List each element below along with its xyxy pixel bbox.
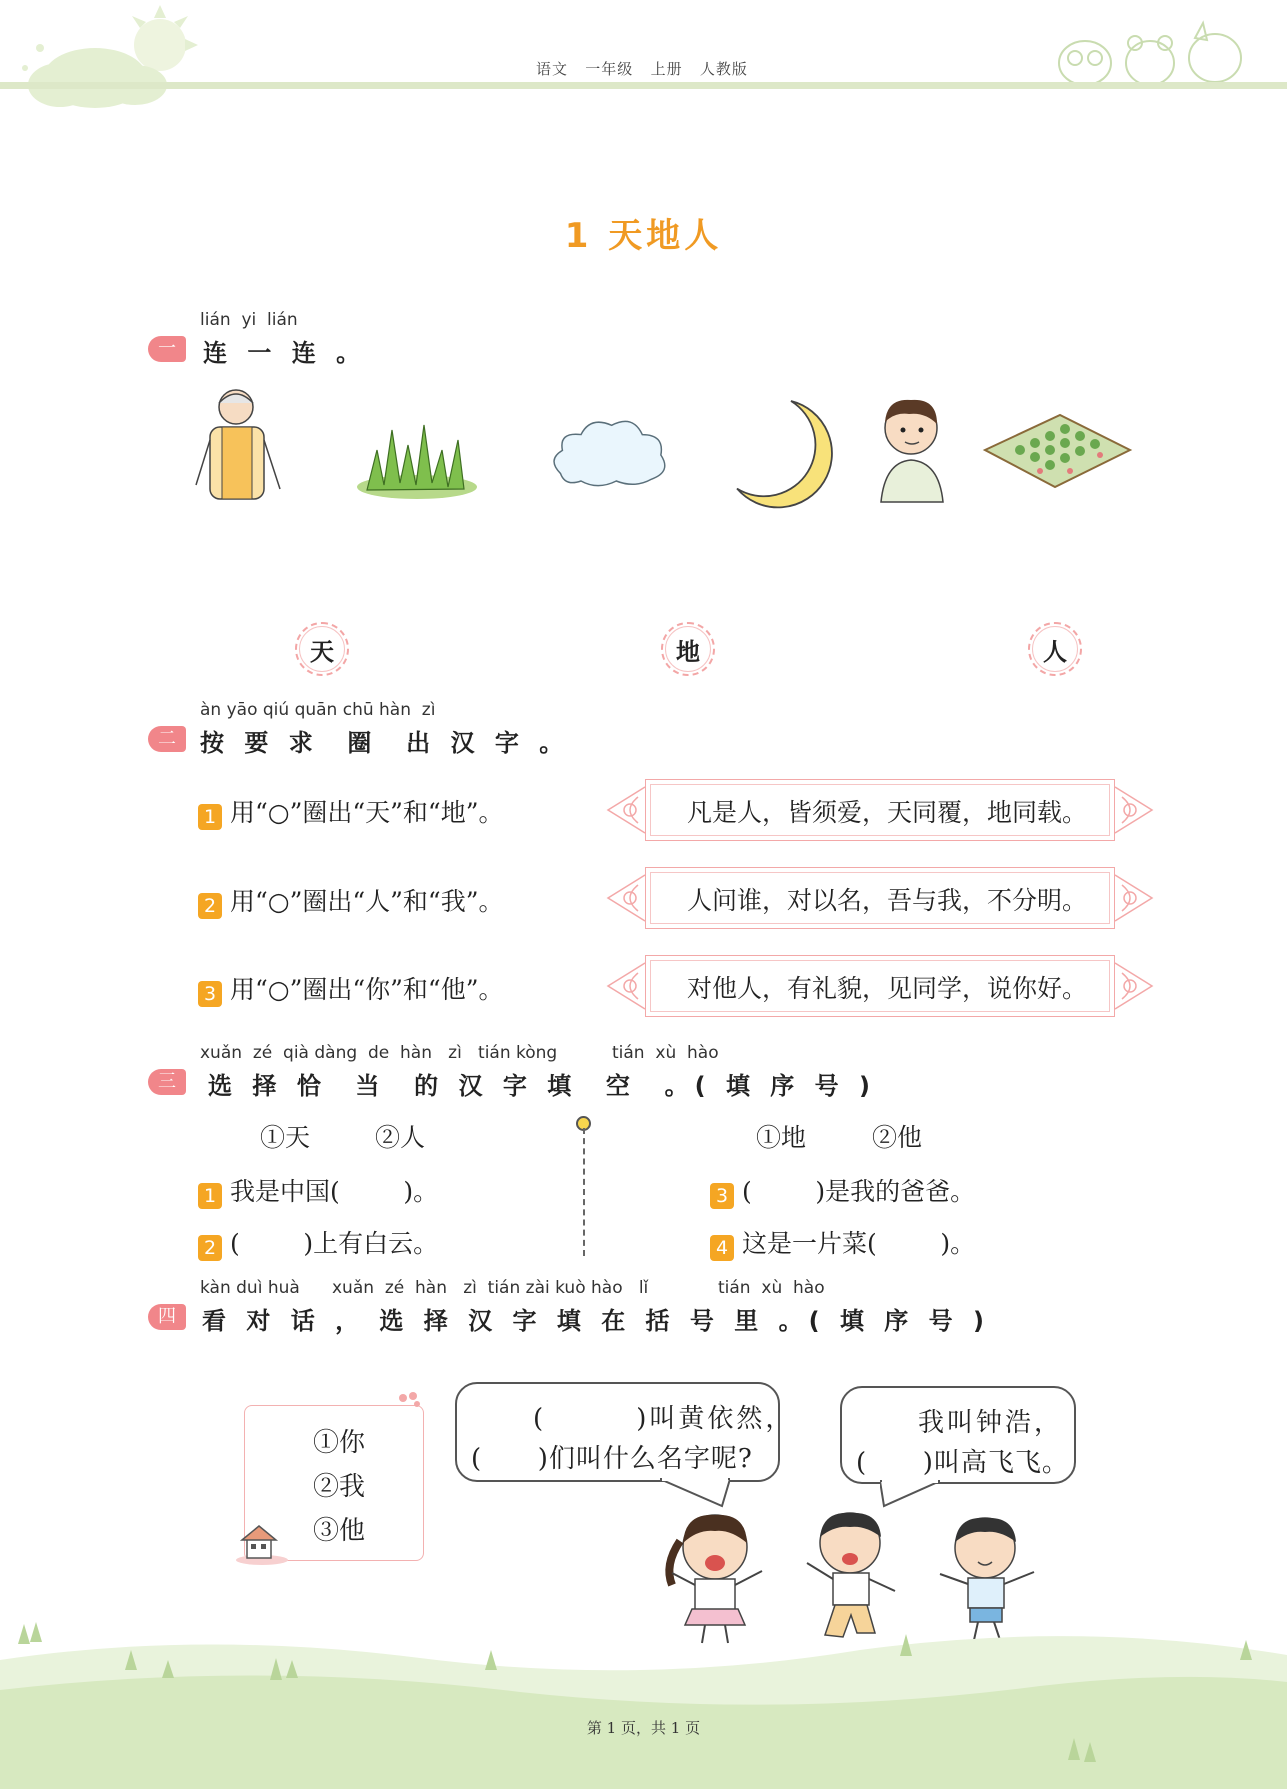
grandpa-image bbox=[188, 385, 318, 505]
sun-cloud-decoration bbox=[0, 0, 210, 115]
char-di[interactable]: 地 bbox=[661, 622, 715, 676]
verse-scroll-1 bbox=[600, 779, 1160, 841]
farmland-image bbox=[980, 395, 1135, 505]
char-tian[interactable]: 天 bbox=[295, 622, 349, 676]
section3-item-2 bbox=[198, 1224, 438, 1261]
item-number-badge: 2 bbox=[198, 1235, 222, 1261]
section3-title: 选 择 恰 当 的 汉 字 填 空 。( 填 序 号 ) bbox=[208, 1072, 876, 1100]
bubble-tail-left bbox=[660, 1478, 730, 1508]
fill-blank-text[interactable]: 这是一片菜( )。 bbox=[742, 1229, 976, 1258]
grass-image bbox=[352, 395, 482, 515]
verse-text[interactable]: 人问谁，对以名，吾与我，不分明。 bbox=[686, 886, 1087, 915]
section2-item-2 bbox=[198, 882, 504, 919]
item-instruction: 用“○”圈出“你”和“他”。 bbox=[230, 975, 504, 1004]
section3-badge: 三 bbox=[148, 1069, 186, 1095]
option-ni: ①你 bbox=[313, 1428, 366, 1458]
cloud-image bbox=[542, 395, 672, 515]
fill-blank-text[interactable]: ( )是我的爸爸。 bbox=[742, 1177, 976, 1206]
section4-pinyin-3: tián xù hào bbox=[718, 1278, 825, 1298]
header-text: 语文 一年级 上册 人教版 bbox=[536, 60, 748, 78]
section1-title: 连 一 连 。 bbox=[203, 339, 367, 367]
item-instruction: 用“○”圈出“人”和“我”。 bbox=[230, 887, 504, 916]
section3-item-1 bbox=[198, 1172, 438, 1209]
option-ta: ②他 bbox=[872, 1123, 923, 1152]
item-number-badge: 1 bbox=[198, 804, 222, 830]
section4-pinyin: kàn duì huà bbox=[200, 1278, 300, 1298]
bubble-line-1[interactable]: ( )叫黄依然， bbox=[533, 1404, 795, 1434]
section2-item-3 bbox=[198, 970, 504, 1007]
boy-image bbox=[852, 390, 982, 510]
header-line bbox=[0, 82, 1287, 89]
bubble-line-1: 我叫钟浩， bbox=[918, 1408, 1064, 1438]
section4-title: 看 对 话 ， 选 择 汉 字 填 在 括 号 里 。( 填 序 号 ) bbox=[202, 1307, 990, 1335]
section3-pinyin: xuǎn zé qià dàng de hàn zì tián kòng bbox=[200, 1043, 558, 1063]
verse-text[interactable]: 凡是人，皆须爱，天同覆，地同载。 bbox=[686, 798, 1087, 827]
section3-item-4 bbox=[710, 1224, 975, 1261]
bubble-line-2[interactable]: ( )们叫什么名字呢? bbox=[471, 1444, 753, 1474]
landscape-background bbox=[0, 1620, 1287, 1789]
section2-pinyin: àn yāo qiú quān chū hàn zì bbox=[200, 700, 436, 720]
section1-badge: 一 bbox=[148, 336, 186, 362]
option-wo: ②我 bbox=[313, 1472, 366, 1502]
animals-decoration bbox=[1055, 18, 1255, 88]
fill-blank-text[interactable]: ( )上有白云。 bbox=[230, 1229, 439, 1258]
fill-blank-text[interactable]: 我是中国( )。 bbox=[230, 1177, 439, 1206]
section4-badge: 四 bbox=[148, 1304, 186, 1330]
item-instruction: 用“○”圈出“天”和“地”。 bbox=[230, 798, 504, 827]
option-di: ①地 bbox=[756, 1123, 807, 1152]
section4-pinyin-2: xuǎn zé hàn zì tián zài kuò hào lǐ bbox=[332, 1278, 649, 1298]
page-footer: 第 1 页，共 1 页 bbox=[586, 1719, 701, 1737]
option-ren: ②人 bbox=[375, 1123, 426, 1152]
lesson-title: 1 天地人 bbox=[564, 216, 723, 256]
item-number-badge: 2 bbox=[198, 893, 222, 919]
bubble-line-2[interactable]: ( )叫高飞飞。 bbox=[856, 1448, 1069, 1478]
house-icon bbox=[232, 1520, 292, 1565]
flower-icon bbox=[395, 1390, 425, 1412]
option-ta: ③他 bbox=[313, 1516, 366, 1546]
option-tian: ①天 bbox=[260, 1123, 311, 1152]
char-ren[interactable]: 人 bbox=[1028, 622, 1082, 676]
section2-title: 按 要 求 圈 出 汉 字 。 bbox=[200, 729, 570, 757]
verse-scroll-3 bbox=[600, 955, 1160, 1017]
item-number-badge: 4 bbox=[710, 1235, 734, 1261]
bubble-tail-right bbox=[880, 1480, 940, 1508]
section3-pinyin-2: tián xù hào bbox=[612, 1043, 719, 1063]
item-number-badge: 1 bbox=[198, 1183, 222, 1209]
section2-badge: 二 bbox=[148, 726, 186, 752]
verse-scroll-2 bbox=[600, 867, 1160, 929]
section2-item-1 bbox=[198, 793, 504, 830]
section1-pinyin: lián yi lián bbox=[200, 310, 298, 330]
item-number-badge: 3 bbox=[198, 981, 222, 1007]
item-number-badge: 3 bbox=[710, 1183, 734, 1209]
speech-bubble-left bbox=[455, 1382, 795, 1482]
moon-image bbox=[720, 395, 850, 515]
section3-item-3 bbox=[710, 1172, 975, 1209]
speech-bubble-right bbox=[840, 1386, 1076, 1484]
divider-line bbox=[583, 1128, 585, 1256]
verse-text[interactable]: 对他人，有礼貌，见同学，说你好。 bbox=[686, 974, 1087, 1003]
